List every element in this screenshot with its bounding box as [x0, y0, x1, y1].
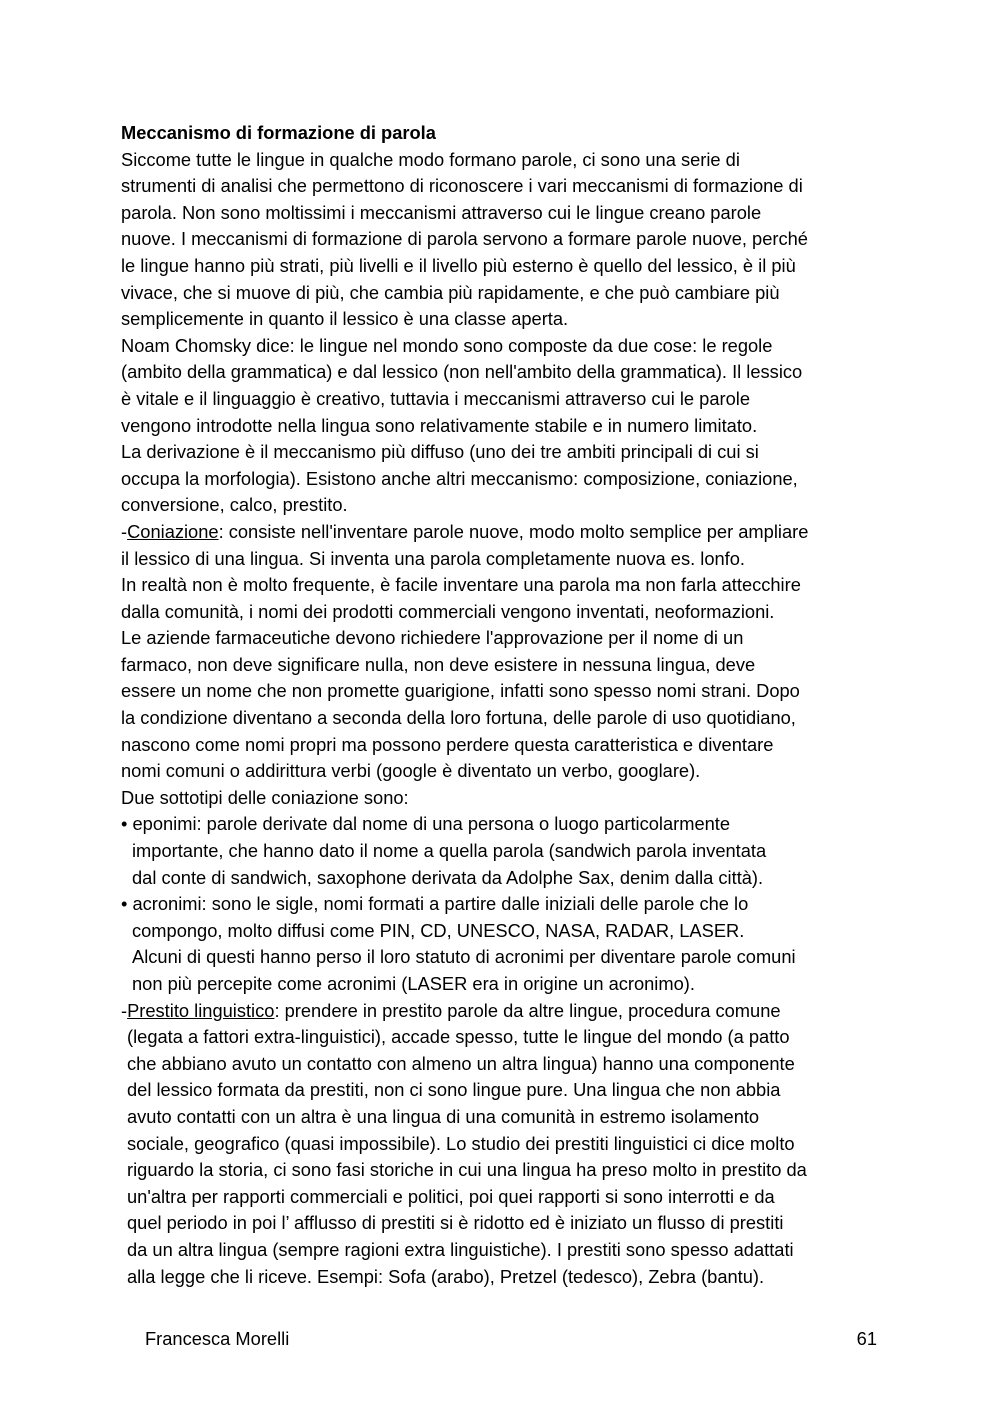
paragraph-line: dalla comunità, i nomi dei prodotti commerciali vengono inventati, neoformazioni.: [121, 600, 775, 622]
bullet-continuation: importante, che hanno dato il nome a quella parola (sandwich parola inventata: [132, 840, 767, 862]
paragraph-line: Noam Chomsky dice: le lingue nel mondo sono composte da due cose: le regole: [121, 334, 773, 356]
coniazione-heading-line: [121, 519, 891, 546]
paragraph-line: occupa la morfologia). Esistono anche altri meccanismo: composizione, coniazione,: [121, 467, 798, 489]
paragraph-line: nascono come nomi propri ma possono perdere questa caratteristica e diventare: [121, 733, 774, 755]
paragraph-line: sociale, geografico (quasi impossibile). Lo studio dei prestiti linguistici ci dice molto: [127, 1132, 795, 1154]
bullet-continuation: Alcuni di questi hanno perso il loro statuto di acronimi per diventare parole comuni: [132, 946, 796, 968]
paragraph-line: strumenti di analisi che permettono di riconoscere i vari meccanismi di formazione di: [121, 175, 803, 197]
paragraph-line: vivace, che si muove di più, che cambia più rapidamente, e che può cambiare più: [121, 281, 780, 303]
paragraph-line: Due sottotipi delle coniazione sono:: [121, 786, 409, 808]
paragraph-line: (legata a fattori extra-linguistici), accade spesso, tutte le lingue del mondo (a patto: [127, 1026, 790, 1048]
coniazione-term: Coniazione: [127, 520, 219, 542]
bullet-continuation: compongo, molto diffusi come PIN, CD, UNESCO, NASA, RADAR, LASER.: [132, 919, 745, 941]
dash-prefix: -: [121, 999, 128, 1021]
bullet-acronimi: • acronimi: sono le sigle, nomi formati a partire dalle iniziali delle parole che lo: [121, 893, 749, 915]
bullet-continuation: dal conte di sandwich, saxophone derivata da Adolphe Sax, denim dalla città).: [132, 866, 764, 888]
paragraph-line: parola. Non sono moltissimi i meccanismi attraverso cui le lingue creano parole: [121, 201, 762, 223]
paragraph-line: riguardo la storia, ci sono fasi storiche in cui una lingua ha preso molto in prestito da: [127, 1159, 807, 1181]
paragraph-line: da un altra lingua (sempre ragioni extra linguistiche). I prestiti sono spesso adattati: [127, 1238, 794, 1260]
paragraph-line: il lessico di una lingua. Si inventa una parola completamente nuova es. lonfo.: [121, 547, 745, 569]
paragraph-line: nuove. I meccanismi di formazione di parola servono a formare parole nuove, perché: [121, 228, 808, 250]
paragraph-line: essere un nome che non promette guarigione, infatti sono spesso nomi strani. Dopo: [121, 680, 800, 702]
document-body: [121, 120, 891, 1290]
coniazione-definition: : consiste nell'inventare parole nuove, modo molto semplice per ampliare: [218, 520, 809, 542]
prestito-term: Prestito linguistico: [127, 999, 275, 1021]
paragraph-line: un'altra per rapporti commerciali e politici, poi quei rapporti si sono interrotti e da: [127, 1185, 775, 1207]
paragraph-line: nomi comuni o addirittura verbi (google è diventato un verbo, googlare).: [121, 760, 701, 782]
paragraph-line: Le aziende farmaceutiche devono richiedere l'approvazione per il nome di un: [121, 627, 744, 649]
paragraph-line: la condizione diventano a seconda della loro fortuna, delle parole di uso quotidiano,: [121, 707, 796, 729]
paragraph-line: La derivazione è il meccanismo più diffuso (uno dei tre ambiti principali di cui si: [121, 441, 759, 463]
bullet-eponimi: • eponimi: parole derivate dal nome di una persona o luogo particolarmente: [121, 813, 731, 835]
paragraph-line: è vitale e il linguaggio è creativo, tuttavia i meccanismi attraverso cui le parole: [121, 387, 750, 409]
paragraph-line: conversione, calco, prestito.: [121, 494, 348, 516]
paragraph-line: del lessico formata da prestiti, non ci sono lingue pure. Una lingua che non abbia: [127, 1079, 781, 1101]
bullet-continuation: non più percepite come acronimi (LASER era in origine un acronimo).: [132, 973, 695, 994]
paragraph-line: le lingue hanno più strati, più livelli e il livello più esterno è quello del lessico, è il più: [121, 254, 796, 276]
dash-prefix: -: [121, 520, 128, 542]
section-title: Meccanismo di formazione di parola: [121, 122, 436, 143]
paragraph-line: In realtà non è molto frequente, è facile inventare una parola ma non farla attecchire: [121, 574, 801, 596]
paragraph-line: vengono introdotte nella lingua sono relativamente stabile e in numero limitato.: [121, 414, 758, 436]
paragraph-line: quel periodo in poi l’ afflusso di prestiti si è ridotto ed è iniziato un flusso di prestiti: [127, 1212, 784, 1234]
prestito-definition: : prendere in prestito parole da altre lingue, procedura comune: [274, 999, 781, 1021]
prestito-heading-line: [121, 998, 891, 1025]
paragraph-line: (ambito della grammatica) e dal lessico (non nell'ambito della grammatica). Il lessico: [121, 361, 803, 383]
paragraph-line: che abbiano avuto un contatto con almeno un altra lingua) hanno una componente: [127, 1052, 795, 1074]
footer-author: Francesca Morelli: [145, 1328, 290, 1349]
paragraph-line: semplicemente in quanto il lessico è una classe aperta.: [121, 308, 569, 330]
paragraph-line: avuto contatti con un altra è una lingua di una comunità in estremo isolamento: [127, 1105, 760, 1127]
paragraph-line: alla legge che li riceve. Esempi: Sofa (arabo), Pretzel (tedesco), Zebra (bantu).: [127, 1265, 765, 1287]
page-number: 61: [856, 1328, 877, 1349]
paragraph-line: farmaco, non deve significare nulla, non deve esistere in nessuna lingua, deve: [121, 653, 756, 675]
paragraph-line: Siccome tutte le lingue in qualche modo formano parole, ci sono una serie di: [121, 148, 740, 170]
